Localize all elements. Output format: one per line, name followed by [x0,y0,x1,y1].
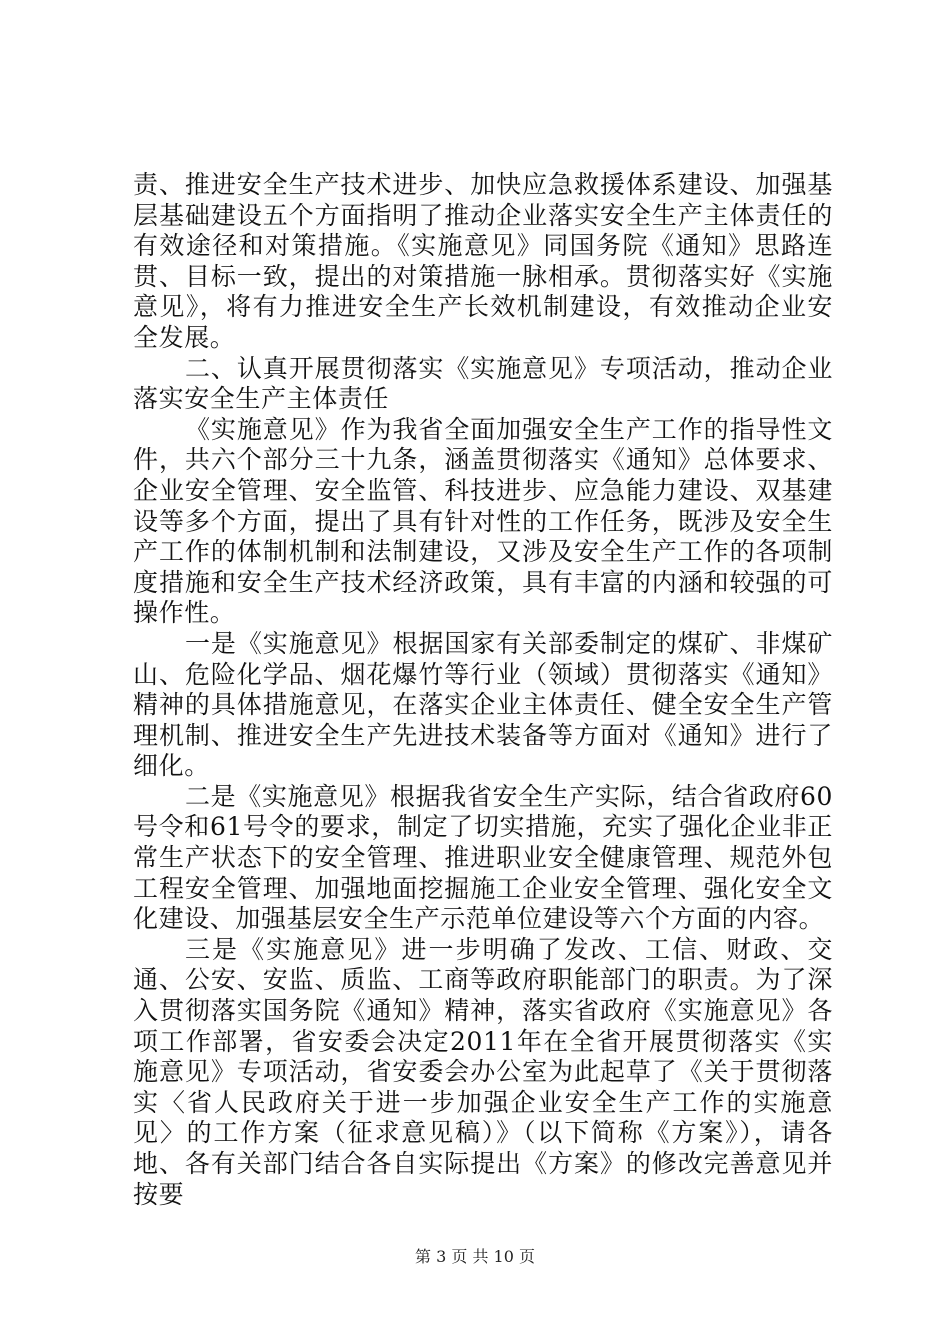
paragraph-point-two: 二是《实施意见》根据我省安全生产实际，结合省政府60号令和61号令的要求，制定了切实措施，充实了强化企业非正常生产状态下的安全管理、推进职业安全健康管理、规范外包工程安全管理、加强地面挖掘施工企业安全管理、强化安全文化建设、加强基层安全生产示范单位建设等六个方面的内容。 [133,781,833,934]
paragraph-continuation: 责、推进安全生产技术进步、加快应急救援体系建设、加强基层基础建设五个方面指明了推动企业落实安全生产主体责任的有效途径和对策措施。《实施意见》同国务院《通知》思路连贯、目标一致，提出的对策措施一脉相承。贯彻落实好《实施意见》，将有力推进安全生产长效机制建设，有效推动企业安全发展。 [133,170,833,352]
paragraph-overview: 《实施意见》作为我省全面加强安全生产工作的指导性文件，共六个部分三十九条，涵盖贯彻落实《通知》总体要求、企业安全管理、安全监管、科技进步、应急能力建设、双基建设等多个方面，提出了具有针对性的工作任务，既涉及安全生产工作的体制机制和法制建设，又涉及安全生产工作的各项制度措施和安全生产技术经济政策，具有丰富的内涵和较强的可操作性。 [133,414,833,628]
paragraph-point-one: 一是《实施意见》根据国家有关部委制定的煤矿、非煤矿山、危险化学品、烟花爆竹等行业（领域）贯彻落实《通知》精神的具体措施意见，在落实企业主体责任、健全安全生产管理机制、推进安全生产先进技术装备等方面对《通知》进行了细化。 [133,628,833,781]
page-footer [0,1247,950,1267]
page-number: 第 3 页 共 10 页 [415,1247,535,1266]
document-body [133,170,833,1210]
paragraph-point-three: 三是《实施意见》进一步明确了发改、工信、财政、交通、公安、安监、质监、工商等政府职能部门的职责。为了深入贯彻落实国务院《通知》精神，落实省政府《实施意见》各项工作部署，省安委会决定2011年在全省开展贯彻落实《实施意见》专项活动，省安委会办公室为此起草了《关于贯彻落实〈省人民政府关于进一步加强企业安全生产工作的实施意见〉的工作方案（征求意见稿）》（以下简称《方案》），请各地、各有关部门结合各自实际提出《方案》的修改完善意见并按要 [133,934,833,1209]
section-heading: 二、认真开展贯彻落实《实施意见》专项活动，推动企业落实安全生产主体责任 [133,353,833,414]
